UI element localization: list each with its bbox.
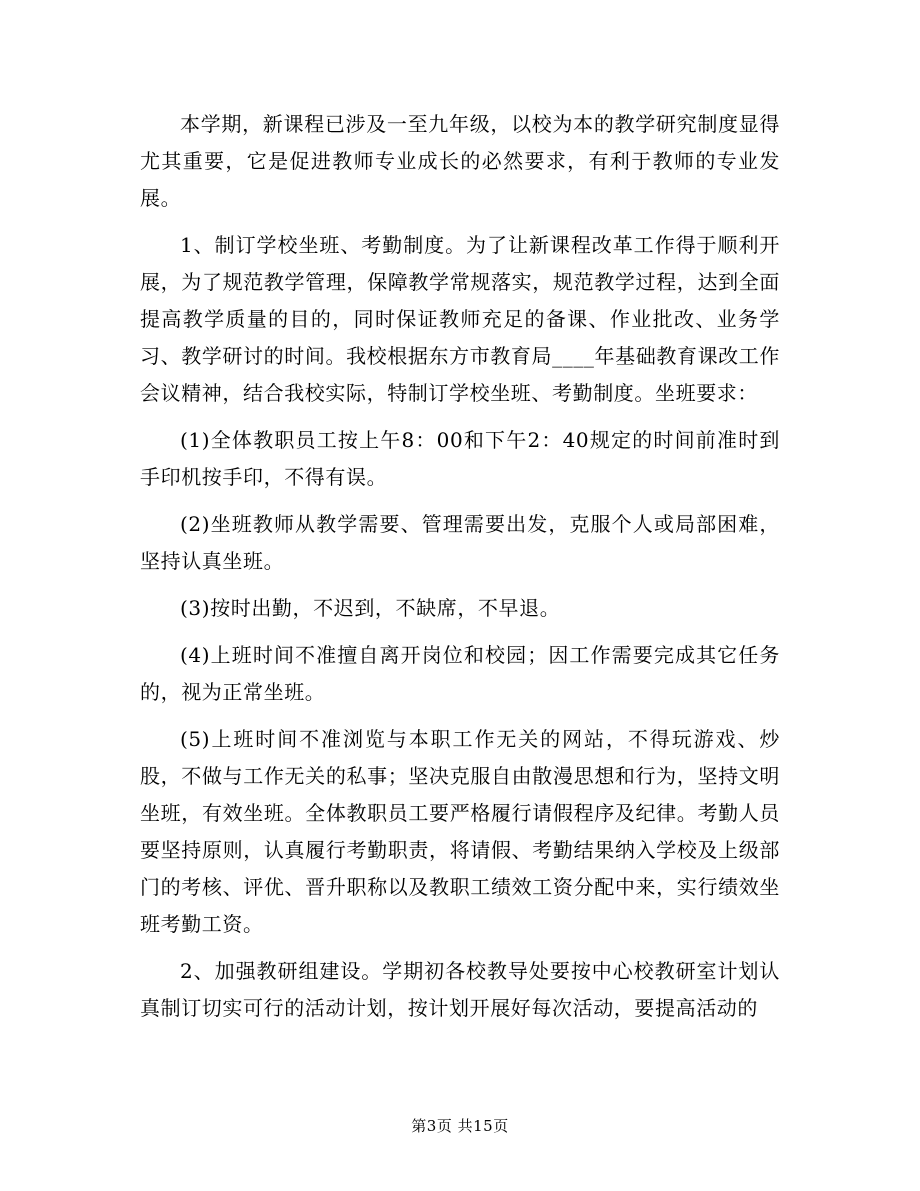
paragraph-section-1: 1、制订学校坐班、考勤制度。为了让新课程改革工作得于顺利开展，为了规范教学管理，保障教学常规落实，规范教学过程，达到全面提高教学质量的目的，同时保证教师充足的备课、作业批改、业务学习、教学研讨的时间。我校根据东方市教育局____年基础教育课改工作会议精神，结合我校实际，特制订学校坐班、考勤制度。坐班要求： bbox=[140, 233, 780, 405]
page-number-footer: 第3页 共15页 bbox=[411, 1117, 509, 1135]
paragraph-section-2: 2、加强教研组建设。学期初各校教导处要按中心校教研室计划认真制订切实可行的活动计划，按计划开展好每次活动，要提高活动的 bbox=[140, 959, 780, 1020]
paragraph-item-5: (5)上班时间不准浏览与本职工作无关的网站，不得玩游戏、炒股，不做与工作无关的私事；坚决克服自由散漫思想和行为，坚持文明坐班，有效坐班。全体教职员工要严格履行请假程序及纪律。考勤人员要坚持原则，认真履行考勤职责，将请假、考勤结果纳入学校及上级部门的考核、评优、晋升职称以及教职工绩效工资分配中来，实行绩效坐班考勤工资。 bbox=[140, 727, 780, 936]
paragraph-item-4: (4)上班时间不准擅自离开岗位和校园；因工作需要完成其它任务的，视为正常坐班。 bbox=[140, 643, 780, 704]
paragraph-item-3: (3)按时出勤，不迟到，不缺席，不早退。 bbox=[180, 596, 561, 620]
paragraph-item-2: (2)坐班教师从教学需要、管理需要出发，克服个人或局部困难，坚持认真坐班。 bbox=[140, 512, 780, 573]
paragraph-item-1: (1)全体教职员工按上午8：00和下午2：40规定的时间前准时到手印机按手印，不得有误。 bbox=[140, 428, 780, 489]
document-body bbox=[140, 106, 780, 1037]
paragraph-intro: 本学期，新课程已涉及一至九年级，以校为本的教学研究制度显得尤其重要，它是促进教师专业成长的必然要求，有利于教师的专业发展。 bbox=[140, 112, 780, 210]
